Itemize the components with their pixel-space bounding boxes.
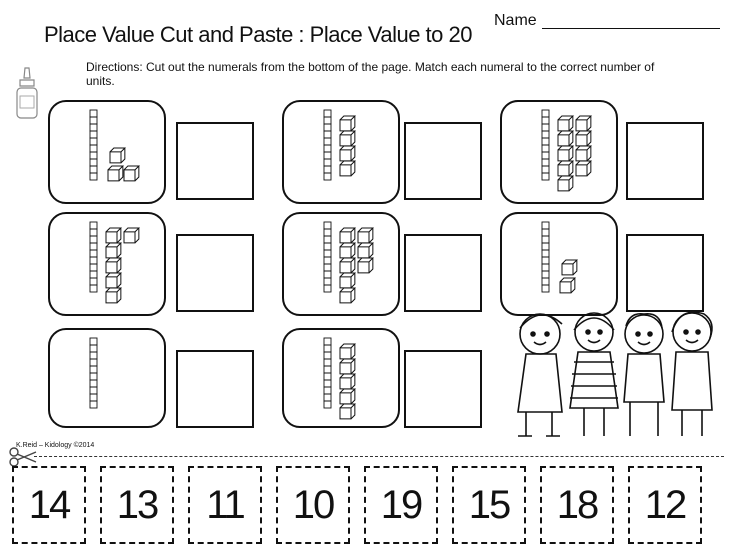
cut-line bbox=[34, 456, 724, 457]
base-ten-blocks bbox=[50, 102, 164, 202]
answer-box[interactable] bbox=[176, 122, 254, 200]
answer-box[interactable] bbox=[404, 234, 482, 312]
numeral-card[interactable]: 14 bbox=[12, 466, 86, 544]
block-picture bbox=[48, 100, 166, 204]
block-picture bbox=[282, 328, 400, 428]
base-ten-blocks bbox=[284, 330, 398, 430]
answer-box[interactable] bbox=[626, 122, 704, 200]
base-ten-blocks bbox=[502, 214, 616, 314]
block-picture bbox=[48, 212, 166, 316]
worksheet-title: Place Value Cut and Paste : Place Value to 20 bbox=[44, 22, 472, 47]
name-line[interactable] bbox=[542, 28, 720, 29]
answer-box[interactable] bbox=[404, 122, 482, 200]
numeral-card[interactable]: 18 bbox=[540, 466, 614, 544]
numeral-card[interactable]: 15 bbox=[452, 466, 526, 544]
glue-bottle-icon bbox=[14, 66, 40, 122]
name-label: Name bbox=[494, 12, 537, 29]
answer-box[interactable] bbox=[176, 234, 254, 312]
base-ten-blocks bbox=[50, 330, 164, 430]
numeral-card[interactable]: 19 bbox=[364, 466, 438, 544]
numeral-card[interactable]: 11 bbox=[188, 466, 262, 544]
base-ten-blocks bbox=[284, 102, 398, 202]
directions-text: Directions: Cut out the numerals from the bottom of the page. Match each numeral to the correct number of units. bbox=[86, 60, 655, 88]
numeral-card[interactable]: 10 bbox=[276, 466, 350, 544]
credit-text: K.Reid – Kidology ©2014 bbox=[16, 442, 95, 449]
block-picture bbox=[48, 328, 166, 428]
base-ten-blocks bbox=[284, 214, 398, 314]
kids-illustration bbox=[504, 302, 726, 444]
answer-box[interactable] bbox=[404, 350, 482, 428]
base-ten-blocks bbox=[502, 102, 616, 202]
numeral-card[interactable]: 13 bbox=[100, 466, 174, 544]
block-picture bbox=[282, 212, 400, 316]
numeral-card[interactable]: 12 bbox=[628, 466, 702, 544]
scissors-icon bbox=[8, 446, 38, 468]
base-ten-blocks bbox=[50, 214, 164, 314]
answer-box[interactable] bbox=[626, 234, 704, 312]
block-picture bbox=[500, 100, 618, 204]
answer-box[interactable] bbox=[176, 350, 254, 428]
block-picture bbox=[282, 100, 400, 204]
block-picture bbox=[500, 212, 618, 316]
